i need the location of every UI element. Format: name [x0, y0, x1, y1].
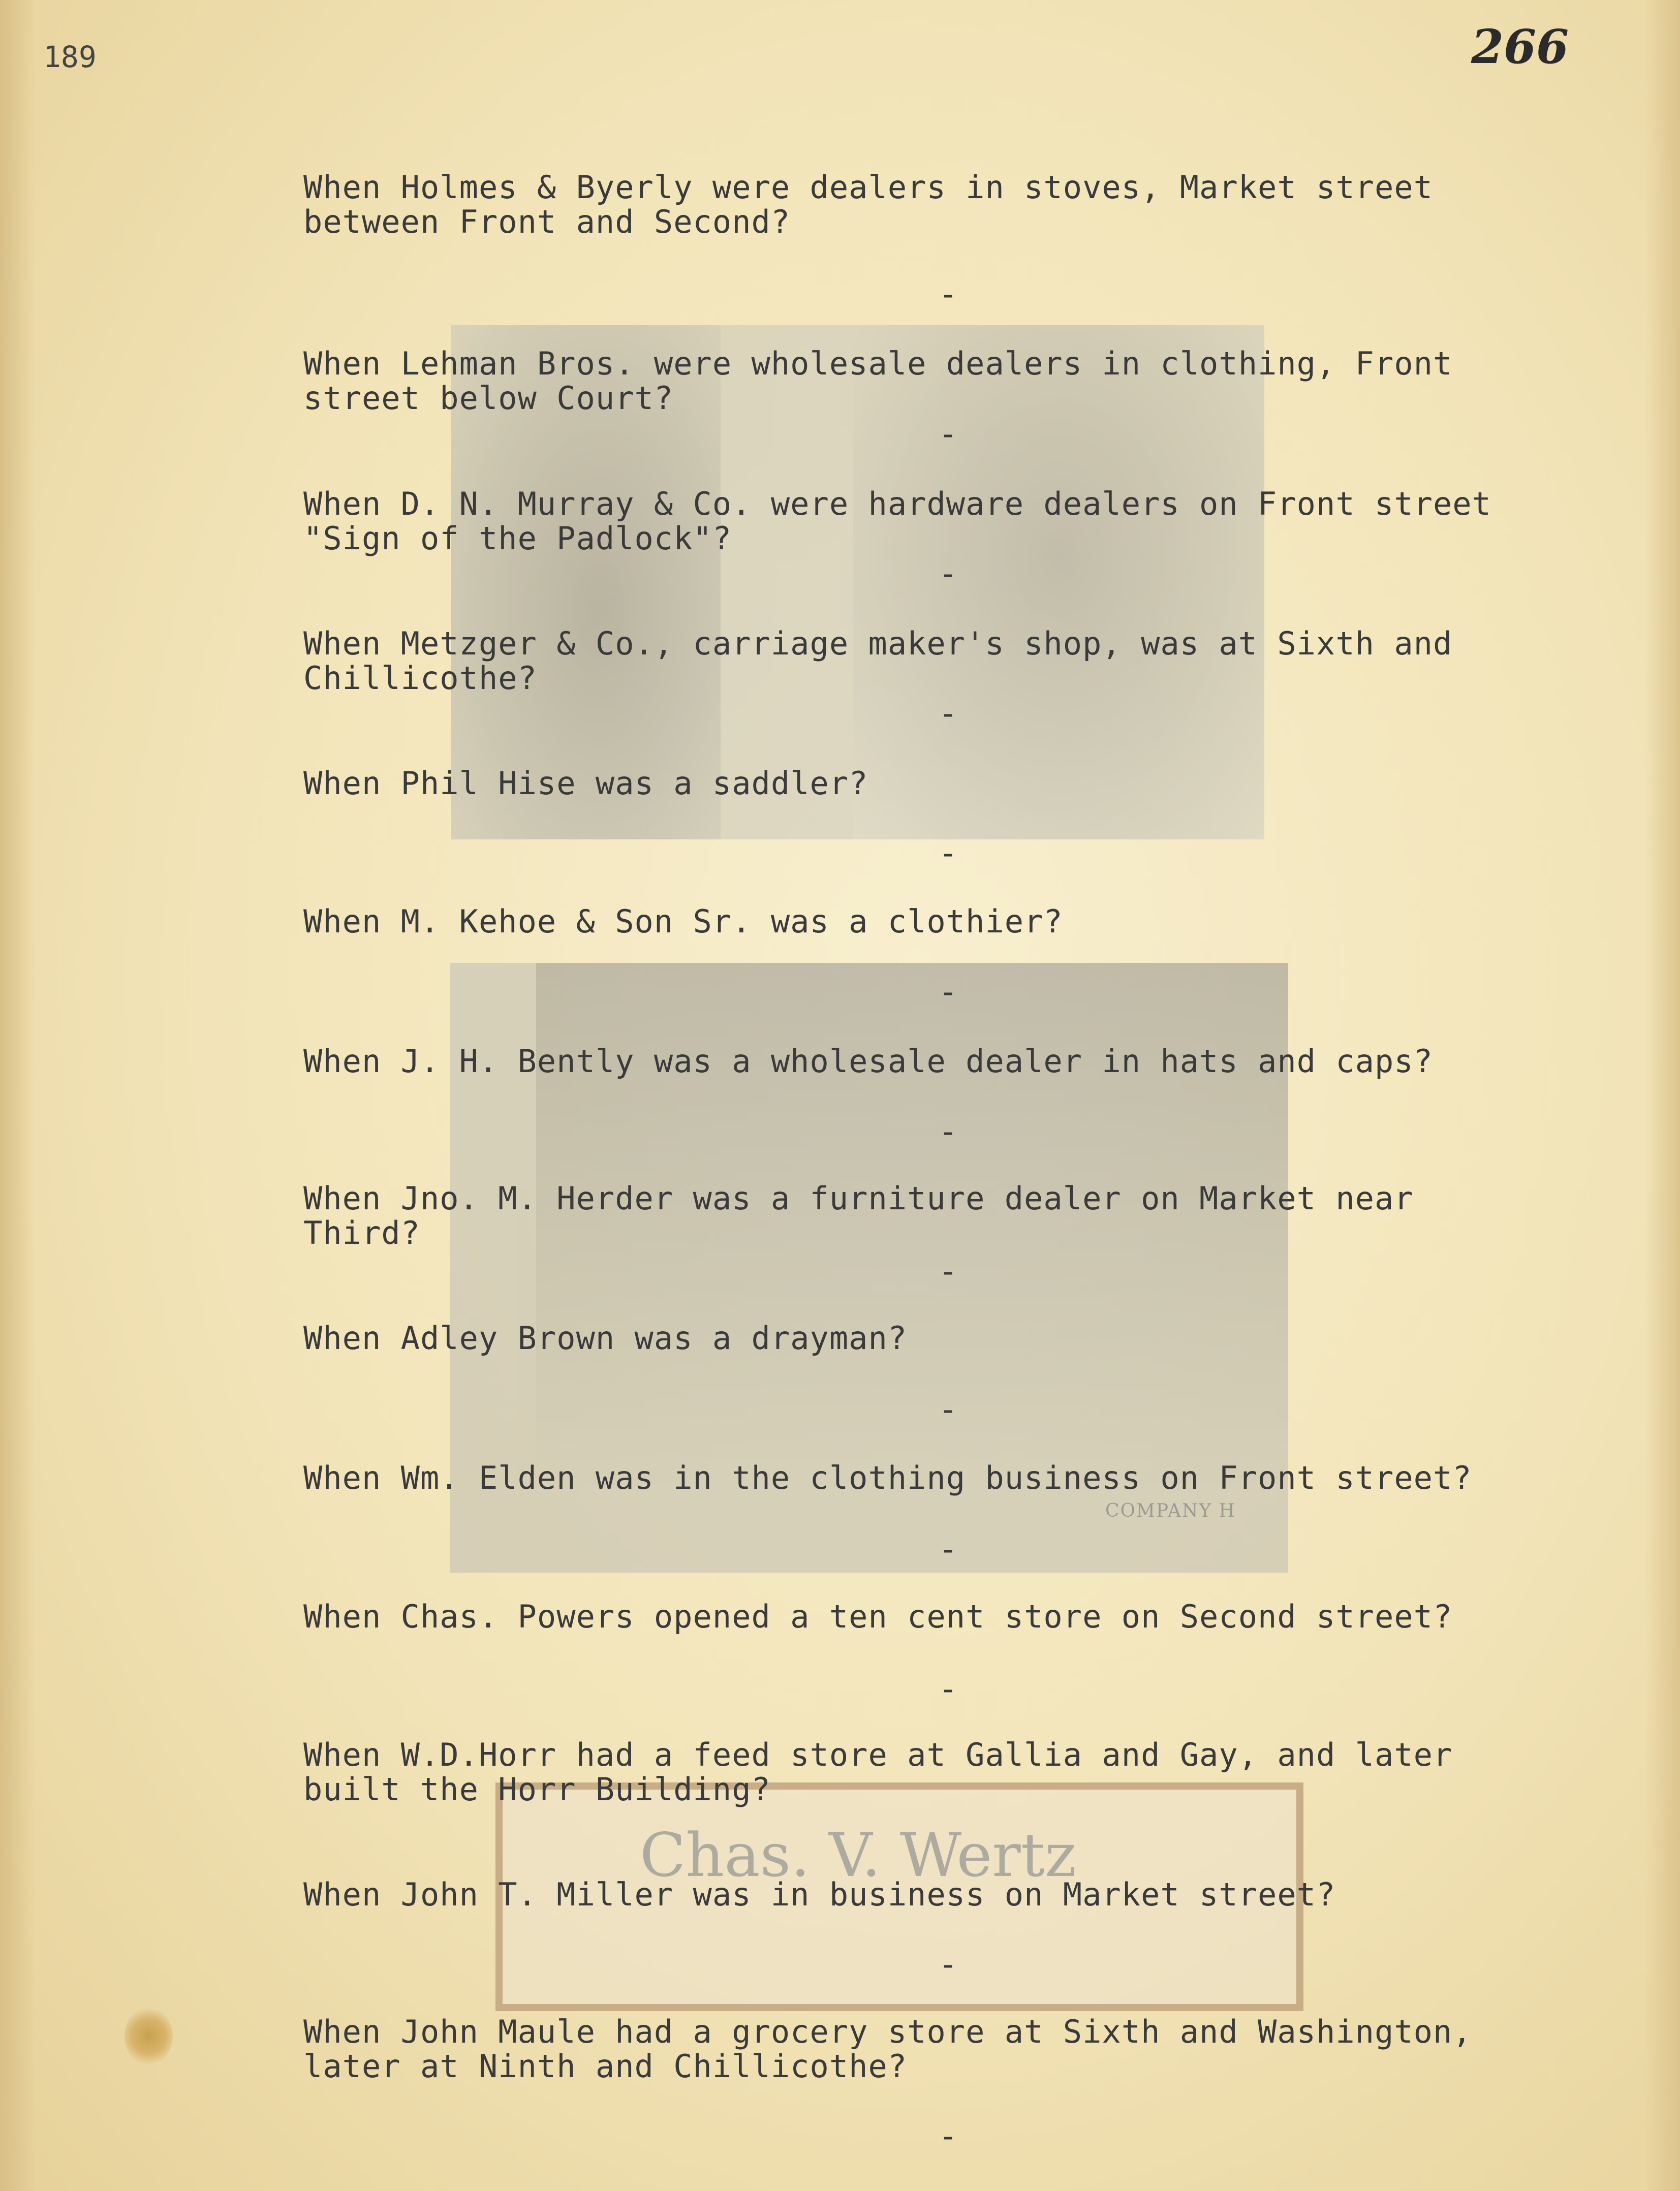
separator-dash: -: [939, 2117, 958, 2154]
page-number: 189: [43, 40, 97, 74]
separator-dash: -: [939, 695, 958, 732]
entry-line-2: Chillicothe?: [303, 660, 537, 697]
separator-dash: -: [939, 1946, 958, 1983]
entry-line-1: When J. H. Bently was a wholesale dealer in hats and caps?: [303, 1043, 1433, 1080]
separator-dash: -: [939, 1253, 958, 1290]
entry-line-2: later at Ninth and Chillicothe?: [303, 2048, 908, 2085]
entry-line-1: When Adley Brown was a drayman?: [303, 1320, 908, 1357]
entry-line-1: When Jno. M. Herder was a furniture dealer on Market near: [303, 1180, 1414, 1217]
question-entry: [303, 347, 1604, 416]
entry-line-1: When Lehman Bros. were wholesale dealers in clothing, Front: [303, 345, 1453, 382]
entry-line-2: Third?: [303, 1214, 420, 1251]
paper-edge-right: [1644, 0, 1680, 2191]
entry-line-1: When Phil Hise was a saddler?: [303, 765, 868, 802]
question-entry: [303, 1877, 1604, 1912]
separator-dash: -: [939, 1113, 958, 1150]
separator-dash: -: [939, 275, 958, 312]
handwritten-page-number: 266: [1471, 19, 1569, 74]
question-entry: [303, 1600, 1604, 1634]
entry-line-2: built the Horr Building?: [303, 1771, 771, 1808]
question-entry: [303, 627, 1604, 696]
entry-line-1: When Wm. Elden was in the clothing business on Front street?: [303, 1459, 1472, 1496]
question-entry: [303, 1181, 1604, 1250]
separator-dash: -: [939, 973, 958, 1010]
entry-line-1: When W.D.Horr had a feed store at Gallia and Gay, and later: [303, 1736, 1453, 1773]
entry-line-1: When D. N. Murray & Co. were hardware dealers on Front street: [303, 485, 1491, 522]
paper-edge-left: [0, 0, 36, 2191]
separator-dash: -: [939, 1530, 958, 1568]
entry-line-1: When John Maule had a grocery store at Sixth and Washington,: [303, 2013, 1472, 2050]
entry-line-1: When Holmes & Byerly were dealers in stoves, Market street: [303, 169, 1433, 206]
entry-line-1: When Chas. Powers opened a ten cent store on Second street?: [303, 1598, 1453, 1635]
entry-line-1: When Metzger & Co., carriage maker's shop, was at Sixth and: [303, 625, 1453, 662]
separator-dash: -: [939, 555, 958, 592]
question-entry: [303, 1321, 1604, 1356]
paper-stain: [125, 2007, 173, 2065]
business-card-name: Chas. V. Wertz: [640, 1820, 1077, 1890]
separator-dash: -: [939, 415, 958, 452]
entry-line-2: "Sign of the Padlock"?: [303, 520, 732, 557]
entry-line-2: between Front and Second?: [303, 203, 791, 240]
separator-dash: -: [939, 1670, 958, 1707]
question-entry: [303, 766, 1604, 801]
question-entry: [303, 1461, 1604, 1495]
question-entry: [303, 1044, 1604, 1079]
question-entry: [303, 1738, 1604, 1807]
question-entry: [303, 904, 1604, 939]
question-entry: [303, 487, 1604, 556]
separator-dash: -: [939, 834, 958, 871]
bleed-through-company-caption: COMPANY H: [1105, 1500, 1236, 1521]
question-entry: [303, 170, 1604, 239]
entry-line-1: When M. Kehoe & Son Sr. was a clothier?: [303, 903, 1063, 940]
question-entry: [303, 2015, 1604, 2084]
entry-line-1: When John T. Miller was in business on Market street?: [303, 1876, 1336, 1913]
entry-line-2: street below Court?: [303, 380, 674, 417]
separator-dash: -: [939, 1391, 958, 1428]
